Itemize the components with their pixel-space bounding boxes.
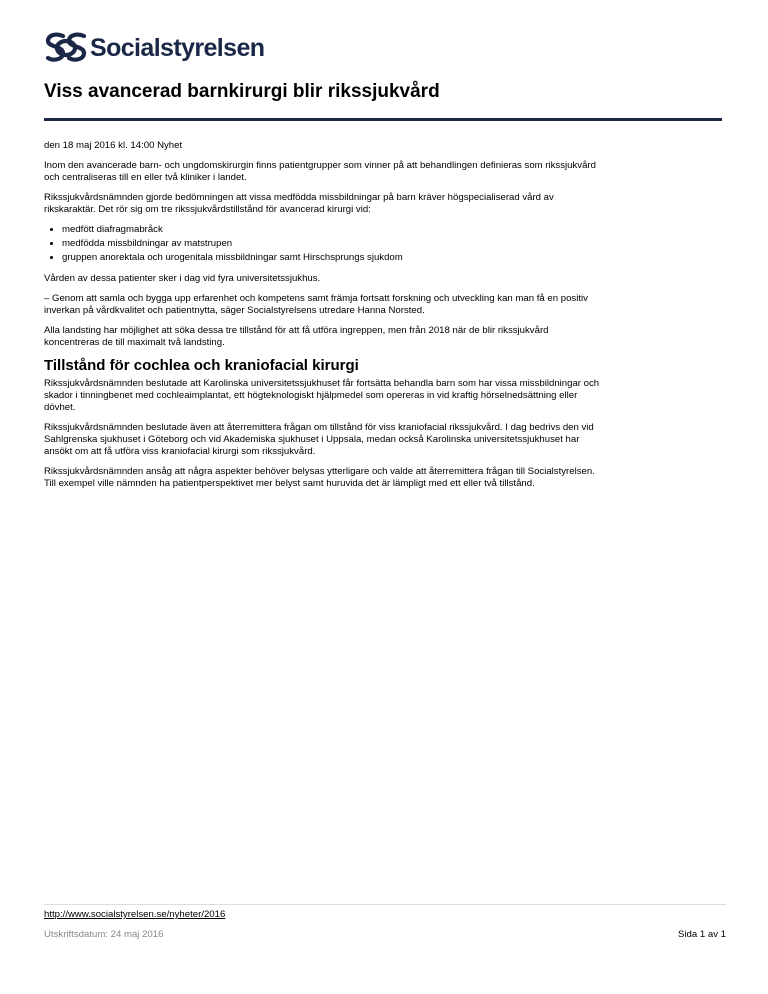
article-paragraph: Rikssjukvårdsnämnden gjorde bedömningen att vissa medfödda missbildningar på barn kräver högspecialiserad vård av rikskaraktär. Det rör sig om tre rikssjukvårdstillstånd för avancerad kirurgi vid: — [44, 192, 554, 215]
page-footer — [44, 904, 726, 941]
list-item: • medfött diafragmabråck — [62, 224, 604, 236]
page-title: Viss avancerad barnkirurgi blir rikssjukvård — [44, 81, 440, 102]
article-paragraph: Inom den avancerade barn- och ungdomskirurgin finns patientgrupper som vinner på att behandlingen definieras som rikssjukvård och centraliseras till en eller två kliniker i landet. — [44, 160, 596, 183]
article-paragraph: Rikssjukvårdsnämnden ansåg att några aspekter behöver belysas ytterligare och valde att återremittera frågan till Socialstyrelsen. Till exempel ville nämnden ha patientperspektivet mer belyst samt huruvida det är lämpligt med ett eller två tillstånd. — [44, 466, 595, 489]
footer-row — [44, 929, 726, 941]
article-paragraph: Rikssjukvårdsnämnden beslutade även att återremittera frågan om tillstånd för viss kraniofacial rikssjukvård. I dag bedrivs den vid Sahlgrenska sjukhuset i Göteborg och vid Akademiska sjukhuset i Uppsala, medan också Karolinska universitetssjukhuset har ansökt om att få utföra viss kraniofacial kirurgi som rikssjukvård. — [44, 422, 594, 457]
socialstyrelsen-emblem-icon — [44, 30, 88, 66]
title-divider — [44, 118, 722, 121]
print-date: Utskriftsdatum: 24 maj 2016 — [44, 929, 164, 940]
article-meta: den 18 maj 2016 kl. 14:00 Nyhet — [44, 140, 183, 151]
footer-divider — [44, 904, 726, 905]
article-paragraph: Alla landsting har möjlighet att söka dessa tre tillstånd för att få utföra ingreppen, men från 2018 när de blir rikssjukvård koncentreras de till maximalt två landsting. — [44, 325, 549, 348]
article-paragraph: Rikssjukvårdsnämnden beslutade att Karolinska universitetssjukhuset får fortsätta behandla barn som har vissa missbildningar och skador i tinningbenet med cochleaimplantat, ett högteknologiskt hjälpmedel som opereras in vid kraftig hörselnedsättning eller dövhet. — [44, 378, 600, 413]
article-paragraph: – Genom att samla och bygga upp erfarenhet och kompetens samt främja fortsatt forskning och utveckling kan man få en positiv inverkan på vårdkvalitet och patientnytta, säger Socialstyrelsens utredare Hanna Norsted. — [44, 293, 588, 316]
page-header — [44, 28, 724, 121]
article-body — [44, 140, 604, 498]
list-item: • gruppen anorektala och urogenitala missbildningar samt Hirschsprungs sjukdom — [62, 252, 604, 264]
page-number: Sida 1 av 1 — [677, 929, 726, 940]
source-url-link[interactable]: http://www.socialstyrelsen.se/nyheter/2016 — [44, 909, 226, 920]
article-paragraph: Vården av dessa patienter sker i dag vid fyra universitetssjukhus. — [44, 273, 321, 284]
condition-list — [44, 224, 604, 264]
logo[interactable] — [44, 28, 724, 68]
section-heading: Tillstånd för cochlea och kraniofacial kirurgi — [44, 357, 359, 374]
logo-text: Socialstyrelsen — [90, 34, 265, 62]
list-item: • medfödda missbildningar av matstrupen — [62, 238, 604, 250]
